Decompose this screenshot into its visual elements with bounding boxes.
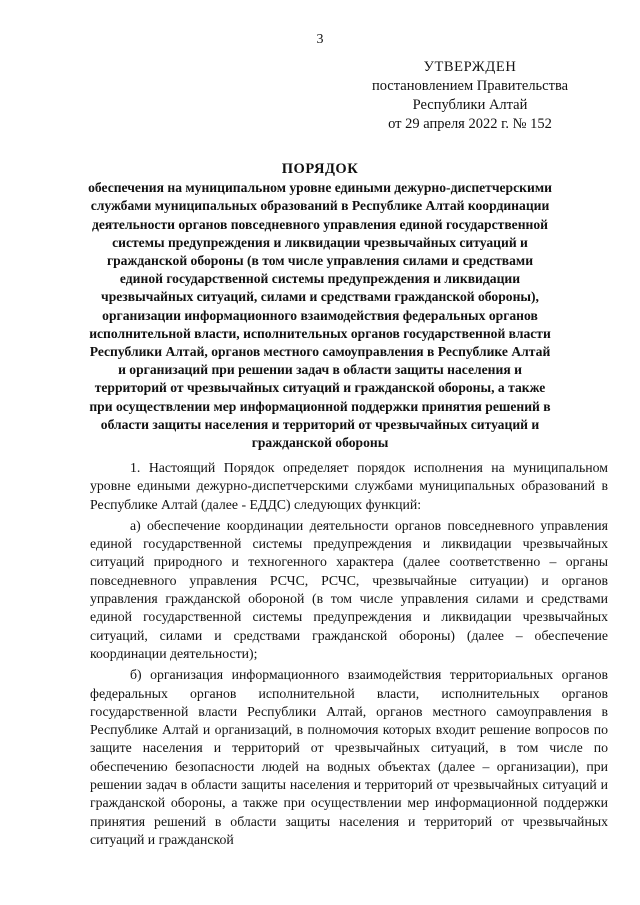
approval-stamp	[370, 58, 570, 134]
approval-line: постановлением Правительства	[371, 78, 569, 94]
paragraph-a: а) обеспечение координации деятельности органов повседневного управления единой государственной системы предупреждения и ликвидации чрезвычайных ситуаций природного и техногенного характера (далее соответственно – органы повседневного управления РСЧС, РСЧС, чрезвычайные ситуации) и органов управления гражданской обороной (в том числе управления силами и средствами единой государственной системы предупреждения и ликвидации чрезвычайных ситуаций, силами и средствами гражданской обороны) (далее – обеспечение координации деятельности);	[90, 517, 608, 661]
document-body	[90, 459, 608, 852]
approval-line: Республики Алтай	[412, 97, 528, 113]
page-number: 3	[316, 32, 324, 47]
paragraph-1: 1. Настоящий Порядок определяет порядок исполнения на муниципальном уровне едиными дежурно-диспетчерскими службами муниципальных образований в Республике Алтай (далее - ЕДДС) следующих функций:	[90, 460, 608, 512]
approval-title: УТВЕРЖДЕН	[423, 59, 517, 75]
document-heading: ПОРЯДОК	[281, 161, 359, 177]
paragraph-b: б) организация информационного взаимодействия территориальных органов федеральных органов исполнительной власти, исполнительных органов государственной власти Республики Алтай, органов местного самоуправления в Республике Алтай и организаций, в полномочия которых входит решение вопросов по защите населения и территорий от чрезвычайных ситуаций, в том числе по обеспечению безопасности людей на водных объектах (далее – организации), при решении задач в области защиты населения и территорий от чрезвычайных ситуаций и гражданской обороны, а также при осуществлении мер информационной поддержки принятия решений в области защиты населения и территорий от чрезвычайных ситуаций и гражданской	[90, 667, 608, 847]
document-title-block	[85, 160, 555, 452]
approval-date-line: от 29 апреля 2022 г. № 152	[388, 116, 552, 132]
document-subtitle: обеспечения на муниципальном уровне едиными дежурно-диспетчерскими службами муниципальных образований в Республике Алтай координации деятельности органов повседневного управления единой государственной системы предупреждения и ликвидации чрезвычайных ситуаций и гражданской обороны (в том числе управления силами и средствами единой государственной системы предупреждения и ликвидации чрезвычайных ситуаций, силами и средствами гражданской обороны), организации информационного взаимодействия федеральных органов исполнительной власти, исполнительных органов государственной власти Республики Алтай, органов местного самоуправления в Республике Алтай и организаций при решении задач в области защиты населения и территорий от чрезвычайных ситуаций и гражданской обороны, а также при осуществлении мер информационной поддержки принятия решений в области защиты населения и территорий от чрезвычайных ситуаций и гражданской обороны	[88, 180, 552, 451]
